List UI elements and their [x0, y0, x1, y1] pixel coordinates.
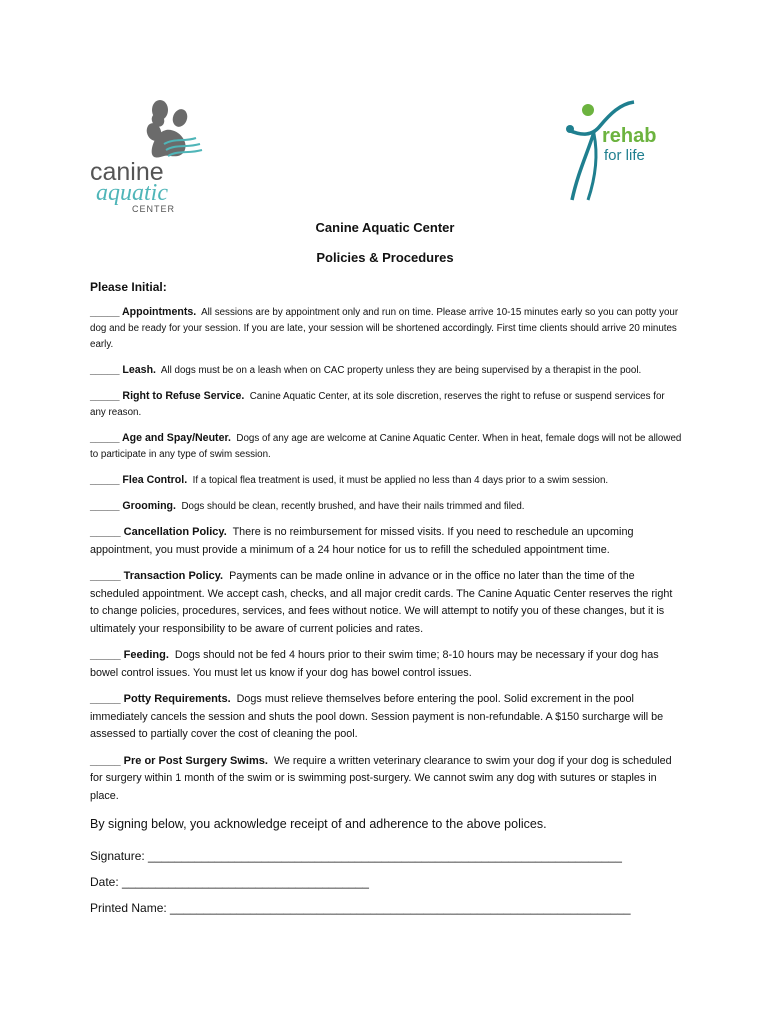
policy-text: All sessions are by appointment only and run on time. Please arrive 10-15 minutes early so you can potty your dog and be ready for your session. If you are late, your session will be shortened accordingly. First time clients should arrive 20 minutes early. [90, 307, 679, 350]
logo-text-aquatic: aquatic [96, 180, 168, 206]
please-initial-label: Please Initial: [90, 280, 167, 294]
policy-text: If a topical flea treatment is used, it must be applied no less than 4 days prior to a swim session. [192, 475, 609, 486]
policy-text: Payments can be made online in advance or in the office no later than the time of the scheduled appointment. We accept cash, checks, and all major credit cards. The Canine Aquatic Center reserves the right to change policies, procedures, services, and fees without notice. We will attempt to notify you of these changes, but it is ultimately your responsibility to be aware of current policies and rates. [90, 570, 673, 635]
policy-grooming [90, 498, 682, 515]
policy-cancellation [90, 524, 682, 559]
policy-text: Dogs should be clean, recently brushed, and have their nails trimmed and filed. [181, 501, 525, 512]
printed-name-label: Printed Name: [90, 901, 167, 915]
initial-blank[interactable]: _____ [90, 693, 121, 705]
initial-blank[interactable]: _____ [90, 649, 121, 661]
initial-blank[interactable]: _____ [90, 364, 120, 376]
policy-heading: Right to Refuse Service. [122, 390, 245, 402]
signature-field[interactable]: _______________________________________________________________________ [148, 849, 622, 863]
printed-name-field[interactable]: _____________________________________________________________________ [170, 901, 631, 915]
policy-text: Dogs of any age are welcome at Canine Aquatic Center. When in heat, female dogs will not be allowed to participate in any type of swim session. [90, 433, 682, 460]
policy-potty-requirements [90, 691, 682, 744]
policy-heading: Transaction Policy. [123, 570, 224, 582]
policy-heading: Pre or Post Surgery Swims. [123, 754, 268, 767]
policy-heading: Leash. [122, 364, 156, 376]
acknowledgement-text: By signing below, you acknowledge receipt of and adherence to the above polices. [90, 817, 547, 831]
policy-text: There is no reimbursement for missed visits. If you need to reschedule an upcoming appointment, you must provide a minimum of a 24 hour notice for us to refill the scheduled appointment time. [90, 526, 634, 556]
logo-text-rehab: rehab [602, 125, 657, 147]
logo-text-for-life: for life [604, 147, 645, 164]
policy-text: All dogs must be on a leash when on CAC property unless they are being supervised by a therapist in the pool. [160, 365, 642, 376]
initial-blank[interactable]: _____ [90, 500, 120, 512]
policy-text: Dogs must relieve themselves before entering the pool. Solid excrement in the pool immediately cancels the session and shuts the pool down. Session payment is non-refundable. A $150 surcharge will be assessed to partially cover the cost of cleaning the pool. [90, 693, 664, 740]
rehab-for-life-logo [558, 96, 678, 206]
canine-aquatic-center-logo [88, 98, 223, 216]
policy-text: Dogs should not be fed 4 hours prior to their swim time; 8-10 hours may be necessary if your dog has bowel control issues. You must let us know if your dog has bowel control issues. [90, 649, 659, 679]
document-subtitle: Policies & Procedures [316, 250, 454, 265]
policy-age-spay-neuter [90, 430, 682, 463]
policy-heading: Age and Spay/Neuter. [122, 432, 231, 444]
policy-feeding [90, 647, 682, 682]
policy-text: Canine Aquatic Center, at its sole discretion, reserves the right to refuse or suspend services for any reason. [90, 391, 665, 418]
policy-heading: Appointments. [122, 306, 197, 318]
policy-heading: Potty Requirements. [123, 693, 231, 705]
policy-heading: Feeding. [123, 649, 169, 661]
initial-blank[interactable]: _____ [90, 306, 120, 318]
policy-heading: Cancellation Policy. [123, 526, 227, 538]
policy-leash [90, 362, 682, 379]
logo-text-center: CENTER [132, 204, 176, 214]
policy-right-to-refuse [90, 388, 682, 421]
date-field[interactable]: _____________________________________ [122, 875, 369, 889]
signature-label: Signature: [90, 849, 145, 863]
date-row [90, 875, 682, 889]
policy-text: We require a written veterinary clearance to swim your dog if your dog is scheduled for surgery within 1 month of the swim or is swimming post-surgery. We cannot swim any dog with sutures or staples in place. [90, 754, 672, 802]
policy-appointments [90, 304, 682, 353]
document-title: Canine Aquatic Center [315, 220, 455, 235]
policy-heading: Flea Control. [122, 474, 188, 486]
policy-flea-control [90, 472, 682, 489]
signature-row [90, 849, 682, 863]
policy-heading: Grooming. [122, 500, 176, 512]
policy-transaction [90, 568, 682, 638]
date-label: Date: [90, 875, 119, 889]
policy-surgery-swims [90, 753, 682, 806]
initial-blank[interactable]: _____ [90, 570, 121, 582]
logo-text-canine: canine [90, 158, 164, 186]
initial-blank[interactable]: _____ [90, 432, 120, 444]
initial-blank[interactable]: _____ [90, 390, 120, 402]
initial-blank[interactable]: _____ [90, 754, 121, 767]
initial-blank[interactable]: _____ [90, 474, 120, 486]
initial-blank[interactable]: _____ [90, 526, 121, 538]
policy-content [90, 280, 682, 927]
printed-name-row [90, 901, 682, 915]
